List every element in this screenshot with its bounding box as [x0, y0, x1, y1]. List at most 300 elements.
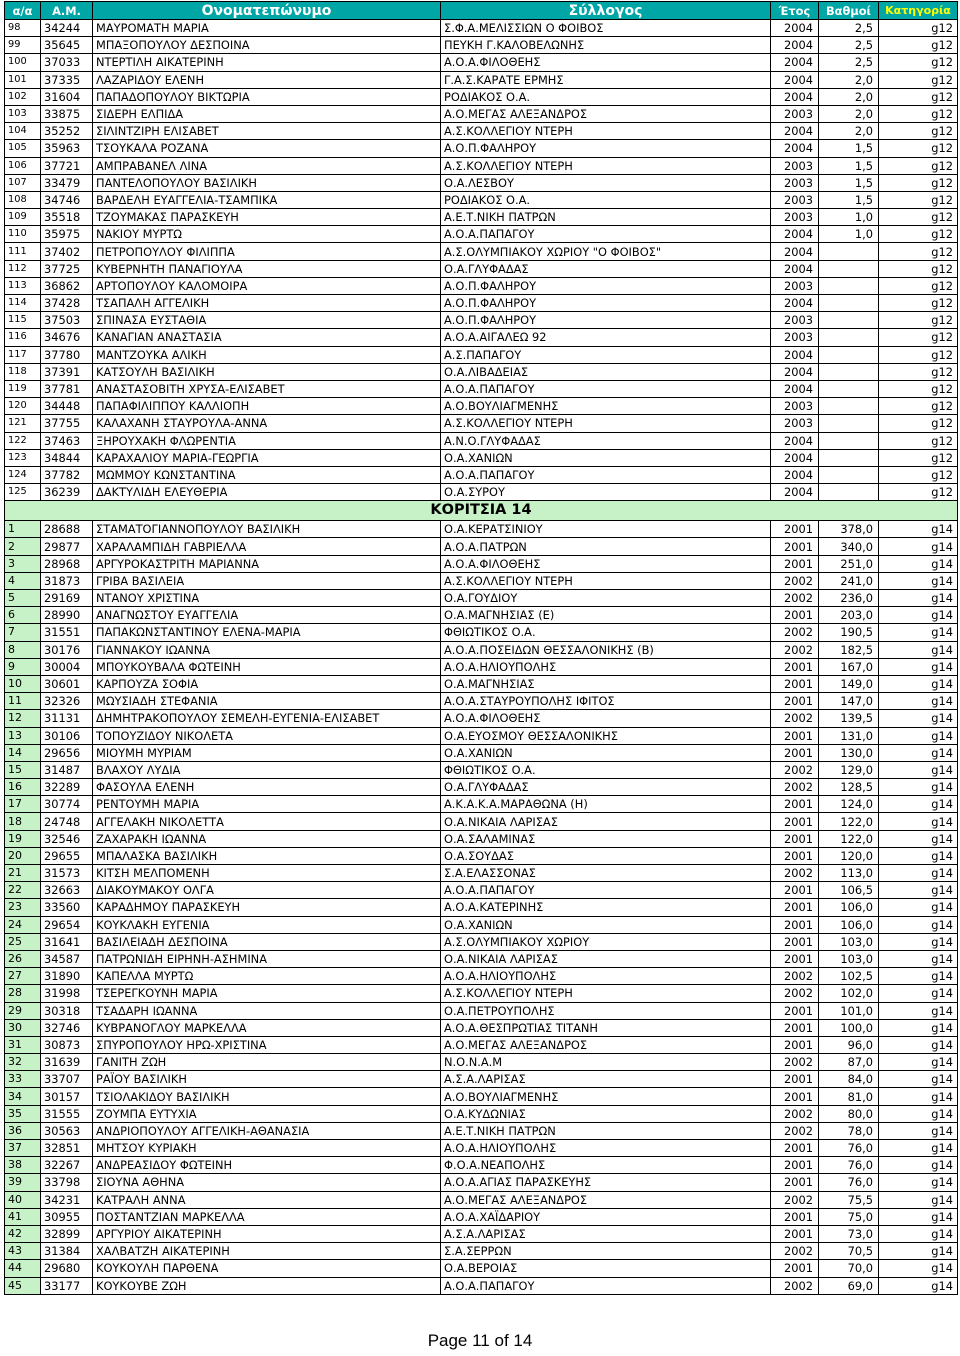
cell-rank: 28 [5, 985, 41, 1002]
cell-category: g14 [879, 1191, 958, 1208]
cell-rank: 11 [5, 693, 41, 710]
cell-club: Ο.Α.ΛΕΣΒΟΥ [441, 174, 771, 191]
table-row [5, 1208, 958, 1225]
cell-year: 2004 [771, 466, 819, 483]
cell-member-id: 31551 [41, 624, 93, 641]
cell-member-id: 31555 [41, 1105, 93, 1122]
cell-member-id: 31604 [41, 88, 93, 105]
cell-member-id: 37780 [41, 346, 93, 363]
cell-score: 2,5 [819, 20, 879, 37]
cell-name: ΑΝΔΡΙΟΠΟΥΛΟΥ ΑΓΓΕΛΙΚΗ-ΑΘΑΝΑΣΙΑ [93, 1122, 441, 1139]
cell-year: 2003 [771, 415, 819, 432]
cell-year: 2004 [771, 380, 819, 397]
cell-club: Ο.Α.ΧΑΝΙΩΝ [441, 916, 771, 933]
cell-club: ΡΟΔΙΑΚΟΣ Ο.Α. [441, 88, 771, 105]
cell-name: ΚΙΤΣΗ ΜΕΛΠΟΜΕΝΗ [93, 865, 441, 882]
cell-name: ΞΗΡΟΥΧΑΚΗ ΦΛΩΡΕΝΤΙΑ [93, 432, 441, 449]
cell-member-id: 34244 [41, 20, 93, 37]
table-row [5, 538, 958, 555]
cell-score [819, 329, 879, 346]
cell-category: g12 [879, 380, 958, 397]
cell-category: g12 [879, 243, 958, 260]
cell-name: ΡΕΝΤΟΥΜΗ ΜΑΡΙΑ [93, 796, 441, 813]
cell-year: 2001 [771, 538, 819, 555]
cell-club: Σ.Φ.Α.ΜΕΛΙΣΣΙΩΝ Ο ΦΟΙΒΟΣ [441, 20, 771, 37]
cell-score [819, 484, 879, 501]
cell-club: Α.Ο.ΒΟΥΛΙΑΓΜΕΝΗΣ [441, 1088, 771, 1105]
cell-member-id: 37755 [41, 415, 93, 432]
cell-year: 2003 [771, 277, 819, 294]
cell-club: Α.Ο.Α.ΑΓΙΑΣ ΠΑΡΑΣΚΕΥΗΣ [441, 1174, 771, 1191]
cell-club: Ο.Α.ΚΥΔΩΝΙΑΣ [441, 1105, 771, 1122]
cell-club: Α.Ο.Π.ΦΑΛΗΡΟΥ [441, 295, 771, 312]
cell-score [819, 466, 879, 483]
cell-club: Ο.Α.ΧΑΝΙΩΝ [441, 744, 771, 761]
cell-year: 2004 [771, 363, 819, 380]
cell-score: 128,5 [819, 779, 879, 796]
cell-club: Α.Ο.Α.ΠΑΠΑΓΟΥ [441, 380, 771, 397]
cell-year: 2001 [771, 1088, 819, 1105]
cell-club: Α.Σ.ΚΟΛΛΕΓΙΟΥ ΝΤΕΡΗ [441, 985, 771, 1002]
cell-member-id: 35252 [41, 123, 93, 140]
cell-name: ΣΙΔΕΡΗ ΕΛΠΙΔΑ [93, 105, 441, 122]
table-row [5, 243, 958, 260]
cell-year: 2001 [771, 744, 819, 761]
cell-score: 2,0 [819, 71, 879, 88]
cell-name: ΝΑΚΙΟΥ ΜΥΡΤΩ [93, 226, 441, 243]
cell-category: g12 [879, 449, 958, 466]
cell-score [819, 432, 879, 449]
table-row [5, 950, 958, 967]
cell-club: Ο.Α.ΜΑΓΝΗΣΙΑΣ (Ε) [441, 607, 771, 624]
table-row [5, 1225, 958, 1242]
cell-rank: 33 [5, 1071, 41, 1088]
cell-score: 139,5 [819, 710, 879, 727]
cell-member-id: 30318 [41, 1002, 93, 1019]
table-row [5, 71, 958, 88]
cell-club: Α.Ο.Π.ΦΑΛΗΡΟΥ [441, 140, 771, 157]
cell-score: 70,5 [819, 1243, 879, 1260]
table-row [5, 521, 958, 538]
cell-category: g14 [879, 744, 958, 761]
cell-rank: 19 [5, 830, 41, 847]
cell-member-id: 31573 [41, 865, 93, 882]
cell-category: g14 [879, 693, 958, 710]
page-footer: Page 11 of 14 [427, 1331, 533, 1350]
cell-category: g14 [879, 538, 958, 555]
cell-member-id: 34676 [41, 329, 93, 346]
cell-score [819, 243, 879, 260]
cell-member-id: 33798 [41, 1174, 93, 1191]
cell-category: g14 [879, 950, 958, 967]
cell-rank: 20 [5, 847, 41, 864]
cell-category: g12 [879, 277, 958, 294]
cell-year: 2003 [771, 312, 819, 329]
table-row [5, 658, 958, 675]
cell-category: g12 [879, 140, 958, 157]
cell-club: Ο.Α.ΜΑΓΝΗΣΙΑΣ [441, 675, 771, 692]
cell-score: 75,0 [819, 1208, 879, 1225]
table-row [5, 899, 958, 916]
table-row [5, 916, 958, 933]
cell-category: g14 [879, 624, 958, 641]
table-row [5, 295, 958, 312]
cell-member-id: 30563 [41, 1122, 93, 1139]
cell-year: 2004 [771, 20, 819, 37]
table-row [5, 484, 958, 501]
cell-score [819, 277, 879, 294]
cell-year: 2001 [771, 830, 819, 847]
cell-year: 2001 [771, 693, 819, 710]
cell-score: 120,0 [819, 847, 879, 864]
cell-score: 1,5 [819, 191, 879, 208]
table-row [5, 432, 958, 449]
cell-name: ΒΑΡΔΕΛΗ ΕΥΑΓΓΕΛΙΑ-ΤΣΑΜΠΙΚΑ [93, 191, 441, 208]
cell-rank: 38 [5, 1157, 41, 1174]
cell-year: 2003 [771, 329, 819, 346]
table-row [5, 865, 958, 882]
cell-club: Σ.Α.ΕΛΑΣΣΟΝΑΣ [441, 865, 771, 882]
cell-name: ΖΑΧΑΡΑΚΗ ΙΩΑΝΝΑ [93, 830, 441, 847]
cell-name: ΧΑΛΒΑΤΖΗ ΑΙΚΑΤΕΡΙΝΗ [93, 1243, 441, 1260]
cell-name: ΜΑΥΡΟΜΑΤΗ ΜΑΡΙΑ [93, 20, 441, 37]
cell-member-id: 33707 [41, 1071, 93, 1088]
cell-rank: 105 [5, 140, 41, 157]
cell-category: g12 [879, 226, 958, 243]
cell-rank: 43 [5, 1243, 41, 1260]
table-row [5, 675, 958, 692]
header-club: Σύλλογος [441, 2, 771, 20]
section-title: ΚΟΡΙΤΣΙΑ 14 [5, 501, 958, 521]
cell-year: 2001 [771, 882, 819, 899]
cell-club: Ν.Ο.Ν.Α.Μ [441, 1054, 771, 1071]
cell-rank: 102 [5, 88, 41, 105]
cell-category: g12 [879, 346, 958, 363]
cell-member-id: 29655 [41, 847, 93, 864]
cell-year: 2001 [771, 1071, 819, 1088]
cell-score: 203,0 [819, 607, 879, 624]
cell-name: ΔΙΑΚΟΥΜΑΚΟΥ ΟΛΓΑ [93, 882, 441, 899]
cell-year: 2001 [771, 675, 819, 692]
cell-category: g14 [879, 1105, 958, 1122]
cell-name: ΤΣΙΟΛΑΚΙΔΟΥ ΒΑΣΙΛΙΚΗ [93, 1088, 441, 1105]
table-row [5, 1174, 958, 1191]
cell-score: 122,0 [819, 830, 879, 847]
cell-rank: 120 [5, 398, 41, 415]
cell-year: 2004 [771, 346, 819, 363]
cell-member-id: 31890 [41, 968, 93, 985]
cell-year: 2001 [771, 1157, 819, 1174]
cell-member-id: 35963 [41, 140, 93, 157]
cell-rank: 6 [5, 607, 41, 624]
table-row [5, 779, 958, 796]
section-g14 [5, 501, 958, 521]
cell-rank: 108 [5, 191, 41, 208]
cell-name: ΒΑΣΙΛΕΙΑΔΗ ΔΕΣΠΟΙΝΑ [93, 933, 441, 950]
table-row [5, 1191, 958, 1208]
cell-rank: 107 [5, 174, 41, 191]
cell-category: g14 [879, 727, 958, 744]
cell-category: g12 [879, 191, 958, 208]
cell-member-id: 37781 [41, 380, 93, 397]
cell-name: ΜΩΜΜΟΥ ΚΩΝΣΤΑΝΤΙΝΑ [93, 466, 441, 483]
cell-year: 2003 [771, 174, 819, 191]
cell-category: g14 [879, 1243, 958, 1260]
cell-year: 2001 [771, 521, 819, 538]
cell-club: Ο.Α.ΧΑΝΙΩΝ [441, 449, 771, 466]
table-row [5, 277, 958, 294]
cell-name: ΣΠΙΝΑΣΑ ΕΥΣΤΑΘΙΑ [93, 312, 441, 329]
cell-category: g12 [879, 312, 958, 329]
cell-club: Σ.Α.ΣΕΡΡΩΝ [441, 1243, 771, 1260]
cell-category: g14 [879, 847, 958, 864]
cell-name: ΣΙΟΥΝΑ ΑΘΗΝΑ [93, 1174, 441, 1191]
cell-name: ΣΙΛΙΝΤΖΙΡΗ ΕΛΙΣΑΒΕΤ [93, 123, 441, 140]
cell-rank: 17 [5, 796, 41, 813]
cell-rank: 101 [5, 71, 41, 88]
cell-year: 2004 [771, 71, 819, 88]
cell-name: ΚΑΡΑΔΗΜΟΥ ΠΑΡΑΣΚΕΥΗ [93, 899, 441, 916]
cell-member-id: 34448 [41, 398, 93, 415]
cell-score: 80,0 [819, 1105, 879, 1122]
cell-score: 1,0 [819, 226, 879, 243]
results-sheet [4, 1, 957, 1295]
table-row [5, 693, 958, 710]
cell-score: 124,0 [819, 796, 879, 813]
cell-score: 241,0 [819, 572, 879, 589]
cell-category: g14 [879, 1225, 958, 1242]
cell-category: g14 [879, 1036, 958, 1053]
table-row [5, 590, 958, 607]
cell-score: 2,0 [819, 88, 879, 105]
table-row [5, 882, 958, 899]
cell-rank: 5 [5, 590, 41, 607]
cell-rank: 100 [5, 54, 41, 71]
cell-club: Α.Ο.Α.ΦΙΛΟΘΕΗΣ [441, 710, 771, 727]
cell-category: g12 [879, 37, 958, 54]
table-body-g12 [5, 20, 958, 501]
table-row [5, 415, 958, 432]
cell-score [819, 380, 879, 397]
cell-club: Α.Σ.ΚΟΛΛΕΓΙΟΥ ΝΤΕΡΗ [441, 572, 771, 589]
cell-category: g14 [879, 1002, 958, 1019]
table-row [5, 20, 958, 37]
cell-member-id: 32289 [41, 779, 93, 796]
cell-score: 81,0 [819, 1088, 879, 1105]
cell-name: ΠΑΠΑΔΟΠΟΥΛΟΥ ΒΙΚΤΩΡΙΑ [93, 88, 441, 105]
cell-rank: 39 [5, 1174, 41, 1191]
cell-score: 378,0 [819, 521, 879, 538]
cell-rank: 9 [5, 658, 41, 675]
cell-name: ΑΡΤΟΠΟΥΛΟΥ ΚΑΛΟΜΟΙΡΑ [93, 277, 441, 294]
cell-category: g14 [879, 779, 958, 796]
cell-member-id: 37782 [41, 466, 93, 483]
cell-rank: 15 [5, 761, 41, 778]
table-row [5, 1157, 958, 1174]
cell-name: ΜΠΟΥΚΟΥΒΑΛΑ ΦΩΤΕΙΝΗ [93, 658, 441, 675]
cell-club: Α.Ο.Α.ΠΑΠΑΓΟΥ [441, 882, 771, 899]
cell-rank: 1 [5, 521, 41, 538]
cell-year: 2002 [771, 641, 819, 658]
cell-club: Α.Σ.ΟΛΥΜΠΙΑΚΟΥ ΧΩΡΙΟΥ [441, 933, 771, 950]
cell-category: g14 [879, 1019, 958, 1036]
table-row [5, 968, 958, 985]
cell-category: g12 [879, 260, 958, 277]
cell-year: 2003 [771, 105, 819, 122]
table-row [5, 209, 958, 226]
cell-rank: 26 [5, 950, 41, 967]
cell-club: ΡΟΔΙΑΚΟΣ Ο.Α. [441, 191, 771, 208]
cell-member-id: 35645 [41, 37, 93, 54]
cell-year: 2003 [771, 157, 819, 174]
cell-rank: 24 [5, 916, 41, 933]
cell-name: ΣΤΑΜΑΤΟΓΙΑΝΝΟΠΟΥΛΟΥ ΒΑΣΙΛΙΚΗ [93, 521, 441, 538]
cell-member-id: 32326 [41, 693, 93, 710]
cell-score: 101,0 [819, 1002, 879, 1019]
cell-member-id: 33177 [41, 1277, 93, 1294]
cell-club: Α.Ο.Α.ΠΑΠΑΓΟΥ [441, 226, 771, 243]
cell-club: Α.Ο.Α.ΣΤΑΥΡΟΥΠΟΛΗΣ ΙΦΙΤΟΣ [441, 693, 771, 710]
cell-member-id: 31873 [41, 572, 93, 589]
cell-name: ΠΕΤΡΟΠΟΥΛΟΥ ΦΙΛΙΠΠΑ [93, 243, 441, 260]
cell-rank: 23 [5, 899, 41, 916]
cell-category: g12 [879, 466, 958, 483]
cell-year: 2003 [771, 209, 819, 226]
cell-member-id: 30601 [41, 675, 93, 692]
cell-category: g14 [879, 1122, 958, 1139]
cell-member-id: 28990 [41, 607, 93, 624]
cell-year: 2004 [771, 54, 819, 71]
cell-year: 2001 [771, 1036, 819, 1053]
table-row [5, 157, 958, 174]
cell-member-id: 29656 [41, 744, 93, 761]
cell-year: 2004 [771, 432, 819, 449]
cell-name: ΚΥΒΡΑΝΟΓΛΟΥ ΜΑΡΚΕΛΛΑ [93, 1019, 441, 1036]
cell-year: 2004 [771, 484, 819, 501]
cell-year: 2002 [771, 624, 819, 641]
cell-year: 2001 [771, 847, 819, 864]
cell-score [819, 312, 879, 329]
cell-name: ΜΠΑΞΟΠΟΥΛΟΥ ΔΕΣΠΟΙΝΑ [93, 37, 441, 54]
cell-member-id: 30106 [41, 727, 93, 744]
cell-club: Ο.Α.ΝΙΚΑΙΑ ΛΑΡΙΣΑΣ [441, 813, 771, 830]
table-row [5, 1071, 958, 1088]
cell-club: Α.Ο.Α.ΠΟΣΕΙΔΩΝ ΘΕΣΣΑΛΟΝΙΚΗΣ (Β) [441, 641, 771, 658]
cell-club: Α.Ν.Ο.ΓΛΥΦΑΔΑΣ [441, 432, 771, 449]
cell-member-id: 32546 [41, 830, 93, 847]
cell-year: 2001 [771, 1140, 819, 1157]
cell-rank: 32 [5, 1054, 41, 1071]
cell-rank: 125 [5, 484, 41, 501]
cell-year: 2001 [771, 1208, 819, 1225]
table-row [5, 1002, 958, 1019]
cell-category: g12 [879, 415, 958, 432]
cell-score [819, 398, 879, 415]
cell-category: g14 [879, 1088, 958, 1105]
cell-member-id: 30176 [41, 641, 93, 658]
cell-club: Α.Ο.Α.ΗΛΙΟΥΠΟΛΗΣ [441, 968, 771, 985]
results-table [4, 1, 958, 1295]
cell-score: 106,0 [819, 916, 879, 933]
cell-score: 103,0 [819, 933, 879, 950]
cell-category: g14 [879, 865, 958, 882]
cell-member-id: 30873 [41, 1036, 93, 1053]
cell-year: 2002 [771, 710, 819, 727]
cell-category: g14 [879, 1277, 958, 1294]
table-row [5, 710, 958, 727]
cell-club: Α.Ο.Α.ΠΑΠΑΓΟΥ [441, 1277, 771, 1294]
cell-club: Α.Ο.Α.ΘΕΣΠΡΩΤΙΑΣ ΤΙΤΑΝΗ [441, 1019, 771, 1036]
cell-year: 2001 [771, 916, 819, 933]
cell-rank: 122 [5, 432, 41, 449]
cell-club: Ο.Α.ΝΙΚΑΙΑ ΛΑΡΙΣΑΣ [441, 950, 771, 967]
cell-club: Α.Ο.Α.ΗΛΙΟΥΠΟΛΗΣ [441, 1140, 771, 1157]
cell-category: g14 [879, 1208, 958, 1225]
table-row [5, 813, 958, 830]
cell-member-id: 30955 [41, 1208, 93, 1225]
cell-member-id: 34746 [41, 191, 93, 208]
cell-rank: 34 [5, 1088, 41, 1105]
cell-score: 1,5 [819, 140, 879, 157]
cell-category: g14 [879, 641, 958, 658]
cell-club: Α.Σ.ΚΟΛΛΕΓΙΟΥ ΝΤΕΡΗ [441, 415, 771, 432]
cell-member-id: 31131 [41, 710, 93, 727]
cell-club: Ο.Α.ΓΛΥΦΑΔΑΣ [441, 260, 771, 277]
cell-member-id: 34587 [41, 950, 93, 967]
cell-member-id: 34844 [41, 449, 93, 466]
cell-name: ΠΑΠΑΚΩΝΣΤΑΝΤΙΝΟΥ ΕΛΕΝΑ-ΜΑΡΙΑ [93, 624, 441, 641]
cell-category: g12 [879, 398, 958, 415]
header-aa: α/α [5, 2, 41, 20]
cell-category: g12 [879, 329, 958, 346]
cell-name: ΜΑΝΤΖΟΥΚΑ ΑΛΙΚΗ [93, 346, 441, 363]
cell-club: Α.Ο.ΜΕΓΑΣ ΑΛΕΞΑΝΔΡΟΣ [441, 1191, 771, 1208]
cell-category: g14 [879, 1054, 958, 1071]
header-score: Βαθμοί [819, 2, 879, 20]
cell-year: 2001 [771, 555, 819, 572]
cell-member-id: 36239 [41, 484, 93, 501]
cell-year: 2002 [771, 1054, 819, 1071]
cell-club: Α.Ο.Π.ΦΑΛΗΡΟΥ [441, 277, 771, 294]
table-row [5, 572, 958, 589]
cell-category: g12 [879, 105, 958, 122]
table-row [5, 37, 958, 54]
table-row [5, 1088, 958, 1105]
cell-club: Α.Ε.Τ.ΝΙΚΗ ΠΑΤΡΩΝ [441, 209, 771, 226]
table-row [5, 398, 958, 415]
cell-rank: 45 [5, 1277, 41, 1294]
cell-club: Α.Ο.Α.ΚΑΤΕΡΙΝΗΣ [441, 899, 771, 916]
cell-score: 78,0 [819, 1122, 879, 1139]
header-name: Ονοματεπώνυμο [93, 2, 441, 20]
cell-year: 2004 [771, 449, 819, 466]
cell-score [819, 449, 879, 466]
cell-name: ΤΣΟΥΚΑΛΑ ΡΟΖΑΝΑ [93, 140, 441, 157]
cell-year: 2002 [771, 1277, 819, 1294]
cell-club: Ο.Α.ΠΕΤΡΟΥΠΟΛΗΣ [441, 1002, 771, 1019]
cell-category: g12 [879, 209, 958, 226]
cell-year: 2004 [771, 295, 819, 312]
cell-category: g14 [879, 590, 958, 607]
table-row [5, 641, 958, 658]
cell-rank: 41 [5, 1208, 41, 1225]
cell-rank: 7 [5, 624, 41, 641]
cell-name: ΜΙΟΥΜΗ ΜΥΡΙΑΜ [93, 744, 441, 761]
cell-category: g12 [879, 88, 958, 105]
cell-category: g14 [879, 658, 958, 675]
cell-category: g14 [879, 761, 958, 778]
cell-club: Ο.Α.ΣΑΛΑΜΙΝΑΣ [441, 830, 771, 847]
